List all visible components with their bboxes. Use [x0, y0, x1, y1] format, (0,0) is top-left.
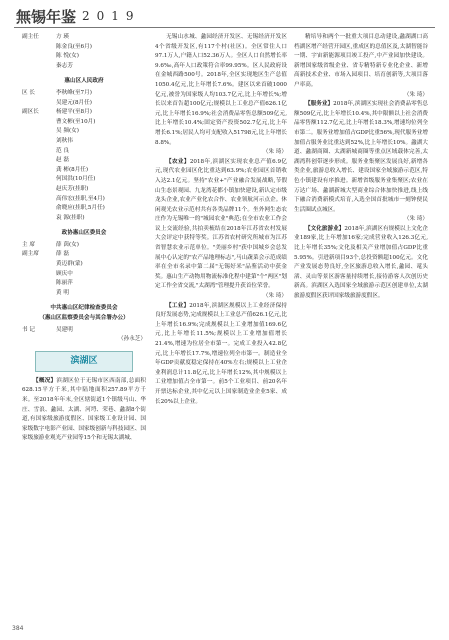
official-role: 副主席	[22, 251, 39, 258]
official-row	[22, 99, 146, 109]
official-role	[22, 127, 56, 137]
section-label: 【农业】	[166, 158, 190, 165]
official-name: 赵庆芳(挂职)	[56, 185, 89, 192]
official-role: 主 席	[22, 241, 35, 248]
official-row	[22, 204, 146, 214]
official-name: 薛 茵(女)	[56, 241, 79, 248]
official-role	[22, 279, 56, 289]
yearbook-title: 無锡年鉴	[16, 8, 77, 26]
official-row	[22, 127, 146, 137]
official-name: 黄迈群(蒙)	[56, 261, 83, 268]
paragraph-text: 2018年,滨湖区实现社会消费品零售总额509亿元,比上年增长10.4%,其中限额以上社会消费品零售额112.7亿元,比上年增长18.3%,增速均位列全市第二。服务业增加值占GDP比重56%,现代服务业增加值占服务业比重达到52%,比上年增长10%。蠡湖大道、蠡湖商圈、太湖新城商圈等重点区域载体完善,太湖湾科创带逐步形成。服务业集聚区发展良好,新增各类企业,旅游总收入增长、建设国家全域旅游示范区,特色小镇建设有序推进。新增省级服务业集聚区;农业在万达广场、蠡湖新城大型商业综合体加快推进,线上线下融合消费新模式培育,入选全国首批城市一刻钟便民生活圈试点城区。	[294, 101, 428, 213]
industry-paragraph	[155, 302, 287, 408]
official-name: 黄 明	[56, 289, 69, 296]
official-role	[22, 137, 56, 147]
official-role	[22, 166, 56, 176]
official-name: 杨建平(至8月)	[56, 109, 92, 116]
paragraph-text: 滨湖区位于无锡市区西南部,总面积628.15平方千米,其中陆地面积257.89平方千米。至2018年年末,全区辖街道1个镇级马山、华庄、雪浪、蠡园、太湖、河埒、荣巷、蠡湖8个街道,有国家级旅游度假区、国家级工业设计园、国家级数字电影产业园、国家级创新与科技园区、国家级旅游业观光产业园等15个和无锡太湖城、	[22, 377, 146, 442]
official-row	[22, 62, 146, 72]
official-row	[22, 147, 146, 157]
header-divider	[14, 27, 435, 28]
official-name: 吴建明	[56, 326, 73, 333]
official-name: 秦志芳	[56, 62, 73, 69]
official-role: 副区长	[22, 109, 39, 116]
official-role: 区 长	[22, 89, 35, 96]
cppcc-section-title: 政协惠山区委员会	[61, 230, 107, 237]
official-name: 陈 悦(女)	[56, 53, 79, 60]
official-name: 陈丽萍	[56, 280, 73, 287]
official-row	[22, 326, 146, 336]
official-row	[22, 33, 146, 43]
official-role	[22, 260, 56, 270]
column-right	[294, 33, 428, 302]
official-row	[22, 118, 146, 128]
official-role	[22, 43, 56, 53]
industry-continued-paragraph: 精培导和两个一批重大项目总动建设,蠡湖湖口高档湖区增产经营开园区,重成区的总值区及,太湖智能谷一期、宇宙新能源项目竣工投产,中产业园加快建设。新增国家级省级企业、省专精特新专业化企业、新增高新技术企业、市场入园项目、培育创新等,大项目落户率高。	[294, 34, 428, 88]
official-name: 袁 源(挂职)	[56, 214, 85, 221]
official-role	[22, 214, 56, 224]
column-middle	[155, 33, 287, 407]
section-label: 【概况】	[33, 377, 57, 384]
official-role	[22, 99, 56, 109]
official-role	[22, 156, 56, 166]
official-name: 赵 磊	[56, 157, 69, 164]
gov-section-title: 惠山区人民政府	[64, 78, 104, 85]
official-role	[22, 204, 56, 214]
yearbook-year: 2019	[82, 9, 141, 23]
official-row	[22, 52, 146, 62]
official-row	[22, 137, 146, 147]
official-row	[22, 279, 146, 289]
official-name: 薛 磊	[56, 251, 69, 258]
official-name: 俞晓应(挂职,5月任)	[56, 205, 105, 212]
official-row	[22, 175, 146, 185]
official-row	[22, 156, 146, 166]
official-role	[22, 52, 56, 62]
officials-list	[22, 33, 146, 71]
official-role: 副主任	[22, 34, 39, 40]
official-role	[22, 289, 56, 299]
official-name: 吴 频(女)	[56, 128, 79, 135]
official-name: 陈金良(至6月)	[56, 43, 92, 50]
services-paragraph	[294, 100, 428, 215]
officials-list	[22, 241, 146, 299]
official-name: 刘秋伟	[56, 137, 73, 144]
official-name: 曹文彬(至10月)	[56, 118, 96, 125]
officials-list	[22, 326, 146, 336]
official-row	[22, 89, 146, 99]
official-row	[22, 260, 146, 270]
official-name: 顾庆中	[56, 270, 73, 277]
official-row	[22, 270, 146, 280]
official-row	[22, 289, 146, 299]
official-row	[22, 166, 146, 176]
official-name: 龚 彬(8月任)	[56, 166, 89, 173]
official-name: 李秋峰(至7月)	[56, 89, 92, 96]
official-row	[22, 214, 146, 224]
culture-tourism-paragraph	[294, 225, 428, 302]
official-role	[22, 175, 56, 185]
official-role	[22, 185, 56, 195]
discipline-section-title: 中共惠山区纪律检查委员会 （惠山区监察委员会与其合署办公）	[39, 305, 129, 322]
editor-credit: （朱 琦）	[262, 293, 287, 300]
official-row	[22, 195, 146, 205]
official-row	[22, 43, 146, 53]
overview-paragraph	[22, 377, 146, 444]
official-row	[22, 241, 146, 251]
section-label: 【工业】	[166, 302, 190, 309]
official-role	[22, 195, 56, 205]
editor-credit: （朱 琦）	[262, 149, 287, 156]
official-role	[22, 118, 56, 128]
official-name: 方 瑛	[56, 34, 69, 40]
official-name: 高伟宏(挂职,至4月)	[56, 195, 105, 202]
paragraph-text: 2018年,滨湖区规模以上工业经济保持良好发展态势,完成规模以上工业总产值626.1亿元,比上年增长16.9%;完成规模以上工业增加值169.6亿元,比上年增长11.5%;规模以上工业增加值增长21.4%,增速为位居全市第一。完成工业投入42.8亿元,比上年增长17.7%,增速位列全市第一。制造业全年GDP贡献度稳定保持在40%左右;规模以上工业企业利润总计11.8亿元,比上年增长12%,其中规模以上工业增加值占全市第一。前5个工业项目、前20名年开票达标企业,其中亿元以上国家制造业企业5家、成长20%以上企业。	[155, 302, 287, 405]
section-label: 【文化旅游业】	[305, 225, 345, 232]
official-name: 吴建元(8月任)	[56, 99, 92, 106]
official-role	[22, 270, 56, 280]
official-name: 何国洪(10月任)	[56, 176, 96, 183]
editor-credit: （朱 琦）	[403, 91, 428, 98]
officials-list	[22, 89, 146, 223]
column-left	[22, 33, 146, 444]
official-role	[22, 147, 56, 157]
editor-credit: （孙永芝）	[118, 336, 146, 343]
official-row	[22, 108, 146, 118]
editor-credit: （朱 琦）	[403, 216, 428, 223]
page-number: 384	[12, 625, 24, 632]
official-name: 范 良	[56, 147, 69, 154]
official-role: 书 记	[22, 326, 35, 333]
official-row	[22, 185, 146, 195]
agriculture-paragraph	[155, 158, 287, 292]
summary-paragraph: 无锡山水城、蠡园经济开发区、无锡经济开发区4个省级开发区,有117个村(社区)。全区常住人口97.1万人,户籍人口52.36万人。全区人口自然增长率9.6‰,高年人口政策符合率99.95%。区人民政府设在金城西路500号。2018年,全区实现地区生产总值1050.4亿元,比上年增长7.6%。建区以来首破1000亿元,被誉为国家级人均103.7亿元,比上年增长%;增长以来首告超100亿元;规模以上工业总产值626.1亿元,比上年增长16.9%;社会消费品零售总额509亿元,比上年增长10.4%;固定资产投资502.7亿元,比上年增长6.1%;居民人均可支配收入51798元,比上年增长8.8%。	[155, 34, 287, 146]
section-label: 【服务业】	[305, 101, 334, 108]
official-role	[22, 62, 56, 72]
district-banner: 滨湖区	[35, 351, 133, 372]
paragraph-text: 2018年,滨湖区实现农业总产值6.9亿元,现代农业园区化比重达到63.9%;农业园区首销收入达2.1亿元。坚持"农业+"产业融合发展战略,节假山生态景观园、九龙湾花都小镇加快建设,新认定市级龙头企业,农业产业化农合作、农业领航河示点企。休闲观光农业示范村共有各类品牌11个。坐外网生态农庄作为无锡唯一的"城园农业"典范;在全市农业工作会议上交流经验,共拍卖梳结在2018年江苏省农村发展大会评定中获特等奖。江苏省农村研究所城市为江苏省智慧农业示范单位。"美丽乡村"获中国城乡会总发展中心认定的"农产品地理标志",马山蔬菜会示范成绩率在全市名录中第二届"无锡好米"品鉴活动中获金奖。惠山生产动物用物流标准化程中建第"个"两区"划定工作全省交流,"太湖湾"管理提升获首位荣誉。	[155, 158, 287, 290]
paragraph-text: 2018年,滨湖区有规模以上文化企业189家,比上年增加16家;完成营业收入126.3亿元,比上年增长35%;文化及相关产业增加值占GDP比重5.95%。引进新项目93个,总投资额超100亿元。文化产业发展态势良好,全区旅游总收入增长,蠡园、鼋头渚、灵山等景区游客量持续增长,接待游客人次创历史新高。滨湖区入选国家全域旅游示范区创建单位,太湖旅游度假区获评国家级旅游度假区。	[294, 225, 428, 300]
official-row	[22, 250, 146, 260]
